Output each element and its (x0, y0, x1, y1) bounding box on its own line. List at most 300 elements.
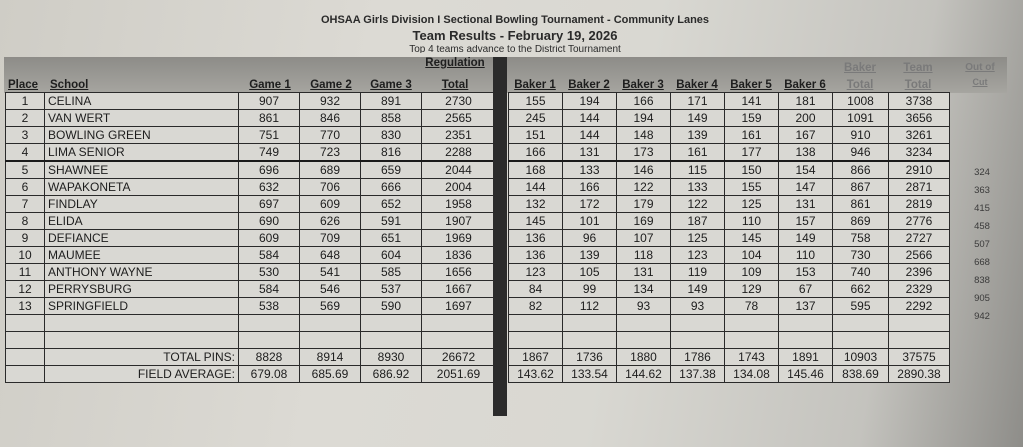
regulation-total-cell: 2004 (422, 179, 496, 196)
empty-cell (725, 315, 779, 332)
team-total-cell: 2819 (889, 196, 950, 213)
baker-cell: 149 (671, 110, 725, 127)
summary-cell: 8828 (239, 349, 300, 366)
table-row (6, 264, 496, 281)
baker-cell: 132 (509, 196, 563, 213)
school-cell: FINDLAY (45, 196, 239, 213)
table-row (509, 298, 950, 315)
baker-cell: 99 (563, 281, 617, 298)
place-cell: 13 (6, 298, 45, 315)
baker-cell: 200 (779, 110, 833, 127)
team-total-cell: 2329 (889, 281, 950, 298)
baker-cell: 150 (725, 161, 779, 179)
game-cell: 626 (300, 213, 361, 230)
place-cell: 2 (6, 110, 45, 127)
summary-cell: 1891 (779, 349, 833, 366)
place-cell: 3 (6, 127, 45, 144)
empty-cell (509, 332, 563, 349)
baker-total-cell: 740 (833, 264, 889, 281)
field-average-row (509, 366, 950, 383)
baker-cell: 245 (509, 110, 563, 127)
baker-cell: 161 (671, 144, 725, 162)
place-cell: 9 (6, 230, 45, 247)
team-total-cell: 2292 (889, 298, 950, 315)
out-of-cut-value: 838 (974, 275, 990, 286)
out-of-cut-value: 363 (974, 185, 990, 196)
summary-cell: 134.08 (725, 366, 779, 383)
team-total-cell: 2910 (889, 161, 950, 179)
summary-cell: 686.92 (361, 366, 422, 383)
field-average-label: FIELD AVERAGE: (45, 366, 239, 383)
game-cell: 604 (361, 247, 422, 264)
total-pins-label: TOTAL PINS: (45, 349, 239, 366)
baker-cell: 67 (779, 281, 833, 298)
game-cell: 584 (239, 281, 300, 298)
empty-cell (833, 332, 889, 349)
table-row (509, 247, 950, 264)
advance-note: Top 4 teams advance to the District Tournament (409, 45, 621, 53)
baker-cell: 137 (779, 298, 833, 315)
empty-cell (422, 315, 496, 332)
regulation-total-cell: 2351 (422, 127, 496, 144)
baker-cell: 131 (563, 144, 617, 162)
school-cell: DEFIANCE (45, 230, 239, 247)
game-cell: 609 (300, 196, 361, 213)
baker-cell: 173 (617, 144, 671, 162)
baker-cell: 179 (617, 196, 671, 213)
school-cell: LIMA SENIOR (45, 144, 239, 162)
baker-cell: 157 (779, 213, 833, 230)
table-row (509, 179, 950, 196)
game-cell: 591 (361, 213, 422, 230)
baker-cell: 105 (563, 264, 617, 281)
baker-cell: 118 (617, 247, 671, 264)
baker-cell: 96 (563, 230, 617, 247)
field-average-row (6, 366, 496, 383)
team-total-cell: 2727 (889, 230, 950, 247)
place-cell: 1 (6, 93, 45, 110)
place-cell: 12 (6, 281, 45, 298)
game-cell: 652 (361, 196, 422, 213)
game-cell: 907 (239, 93, 300, 110)
game-cell: 546 (300, 281, 361, 298)
team-total-cell: 3656 (889, 110, 950, 127)
document-title-block (290, 13, 740, 53)
baker-cell: 145 (509, 213, 563, 230)
header-team-total-top: Team (903, 62, 933, 74)
baker-cell: 133 (671, 179, 725, 196)
baker-cell: 155 (725, 179, 779, 196)
baker-cell: 122 (617, 179, 671, 196)
baker-cell: 166 (509, 144, 563, 162)
place-cell: 10 (6, 247, 45, 264)
game-cell: 651 (361, 230, 422, 247)
baker-cell: 144 (563, 127, 617, 144)
header-baker-total-top: Baker (844, 62, 876, 74)
game-cell: 666 (361, 179, 422, 196)
baker-total-cell: 730 (833, 247, 889, 264)
team-total-cell: 2566 (889, 247, 950, 264)
empty-cell (725, 332, 779, 349)
baker-cell: 136 (509, 230, 563, 247)
table-row (6, 247, 496, 264)
game-cell: 723 (300, 144, 361, 162)
results-date-title: Team Results - February 19, 2026 (412, 28, 618, 43)
empty-cell (45, 315, 239, 332)
out-of-cut-value: 415 (974, 203, 990, 214)
table-row (509, 230, 950, 247)
baker-cell: 109 (725, 264, 779, 281)
table-row (6, 144, 496, 162)
baker-cell: 110 (725, 213, 779, 230)
summary-cell: 685.69 (300, 366, 361, 383)
baker-cell: 151 (509, 127, 563, 144)
empty-cell (779, 332, 833, 349)
summary-cell: 133.54 (563, 366, 617, 383)
school-cell: VAN WERT (45, 110, 239, 127)
baker-total-cell: 662 (833, 281, 889, 298)
empty-cell (563, 315, 617, 332)
summary-cell: 1786 (671, 349, 725, 366)
baker-cell: 125 (725, 196, 779, 213)
game-cell: 541 (300, 264, 361, 281)
header-game-1: Game 1 (249, 79, 291, 91)
place-cell: 6 (6, 179, 45, 196)
out-of-cut-value: 668 (974, 257, 990, 268)
regulation-total-cell: 1656 (422, 264, 496, 281)
game-cell: 770 (300, 127, 361, 144)
tournament-title: OHSAA Girls Division I Sectional Bowling Tournament - Community Lanes (320, 14, 710, 26)
regulation-total-cell: 1836 (422, 247, 496, 264)
team-total-cell: 3234 (889, 144, 950, 162)
regulation-total-cell: 1667 (422, 281, 496, 298)
regulation-total-cell: 1958 (422, 196, 496, 213)
empty-cell (361, 315, 422, 332)
table-row (509, 144, 950, 162)
game-cell: 706 (300, 179, 361, 196)
table-row (6, 93, 496, 110)
baker-cell: 194 (617, 110, 671, 127)
school-cell: BOWLING GREEN (45, 127, 239, 144)
empty-cell (563, 332, 617, 349)
game-cell: 861 (239, 110, 300, 127)
baker-cell: 145 (725, 230, 779, 247)
out-of-cut-value: 507 (974, 239, 990, 250)
empty-cell (889, 332, 950, 349)
empty-cell (671, 315, 725, 332)
school-cell: ELIDA (45, 213, 239, 230)
table-row (509, 161, 950, 179)
regulation-total-cell: 2565 (422, 110, 496, 127)
baker-cell: 177 (725, 144, 779, 162)
header-regulation: Regulation (425, 57, 485, 69)
baker-cell: 155 (509, 93, 563, 110)
header-baker-4: Baker 4 (676, 79, 718, 91)
game-cell: 584 (239, 247, 300, 264)
game-cell: 585 (361, 264, 422, 281)
school-cell: MAUMEE (45, 247, 239, 264)
baker-cell: 166 (617, 93, 671, 110)
regulation-total-cell: 2288 (422, 144, 496, 162)
baker-total-cell: 867 (833, 179, 889, 196)
baker-cell: 138 (779, 144, 833, 162)
school-cell: SHAWNEE (45, 161, 239, 179)
baker-total-cell: 1008 (833, 93, 889, 110)
baker-cell: 171 (671, 93, 725, 110)
header-game-2: Game 2 (310, 79, 352, 91)
summary-cell: 145.46 (779, 366, 833, 383)
baker-cell: 123 (509, 264, 563, 281)
baker-cell: 149 (671, 281, 725, 298)
out-of-cut-value: 324 (974, 167, 990, 178)
empty-cell (889, 315, 950, 332)
summary-cell: 143.62 (509, 366, 563, 383)
table-row (6, 161, 496, 179)
summary-cell: 37575 (889, 349, 950, 366)
empty-row (6, 332, 496, 349)
baker-cell: 131 (779, 196, 833, 213)
table-row (6, 110, 496, 127)
table-row (6, 213, 496, 230)
game-cell: 569 (300, 298, 361, 315)
game-cell: 659 (361, 161, 422, 179)
baker-cell: 144 (563, 110, 617, 127)
game-cell: 891 (361, 93, 422, 110)
table-row (509, 213, 950, 230)
baker-total-cell: 946 (833, 144, 889, 162)
game-cell: 709 (300, 230, 361, 247)
summary-cell: 10903 (833, 349, 889, 366)
baker-cell: 166 (563, 179, 617, 196)
table-row (6, 179, 496, 196)
empty-cell (6, 349, 45, 366)
header-place: Place (8, 79, 39, 91)
baker-cell: 169 (617, 213, 671, 230)
header-baker-6: Baker 6 (784, 79, 826, 91)
baker-cell: 101 (563, 213, 617, 230)
summary-cell: 2890.38 (889, 366, 950, 383)
baker-cell: 161 (725, 127, 779, 144)
game-cell: 697 (239, 196, 300, 213)
header-baker-1: Baker 1 (514, 79, 556, 91)
baker-total-cell: 869 (833, 213, 889, 230)
empty-cell (422, 332, 496, 349)
baker-cell: 112 (563, 298, 617, 315)
empty-row (509, 315, 950, 332)
baker-cell: 154 (779, 161, 833, 179)
regulation-total-cell: 1969 (422, 230, 496, 247)
table-row (509, 264, 950, 281)
total-pins-row (509, 349, 950, 366)
baker-cell: 107 (617, 230, 671, 247)
baker-cell: 110 (779, 247, 833, 264)
school-cell: WAPAKONETA (45, 179, 239, 196)
baker-total-cell: 1091 (833, 110, 889, 127)
summary-cell: 2051.69 (422, 366, 496, 383)
baker-total-cell: 595 (833, 298, 889, 315)
summary-cell: 1867 (509, 349, 563, 366)
baker-cell: 181 (779, 93, 833, 110)
baker-cell: 172 (563, 196, 617, 213)
baker-cell: 149 (779, 230, 833, 247)
game-cell: 689 (300, 161, 361, 179)
school-cell: SPRINGFIELD (45, 298, 239, 315)
empty-row (6, 315, 496, 332)
place-cell: 11 (6, 264, 45, 281)
baker-cell: 159 (725, 110, 779, 127)
team-total-cell: 3261 (889, 127, 950, 144)
game-cell: 932 (300, 93, 361, 110)
game-cell: 632 (239, 179, 300, 196)
place-cell: 7 (6, 196, 45, 213)
column-divider (493, 57, 507, 416)
table-row (6, 298, 496, 315)
baker-cell: 123 (671, 247, 725, 264)
baker-table (508, 92, 950, 383)
summary-cell: 26672 (422, 349, 496, 366)
baker-cell: 119 (671, 264, 725, 281)
game-cell: 537 (361, 281, 422, 298)
baker-cell: 136 (509, 247, 563, 264)
table-row (509, 281, 950, 298)
empty-cell (6, 315, 45, 332)
game-cell: 538 (239, 298, 300, 315)
school-cell: ANTHONY WAYNE (45, 264, 239, 281)
empty-cell (671, 332, 725, 349)
regulation-total-cell: 2044 (422, 161, 496, 179)
empty-cell (6, 366, 45, 383)
baker-cell: 125 (671, 230, 725, 247)
baker-cell: 134 (617, 281, 671, 298)
empty-cell (509, 315, 563, 332)
game-cell: 530 (239, 264, 300, 281)
team-total-cell: 2776 (889, 213, 950, 230)
baker-cell: 93 (671, 298, 725, 315)
baker-cell: 167 (779, 127, 833, 144)
header-game-3: Game 3 (370, 79, 412, 91)
baker-cell: 84 (509, 281, 563, 298)
game-cell: 846 (300, 110, 361, 127)
header-school: School (50, 79, 89, 91)
table-row (6, 230, 496, 247)
team-total-cell: 2396 (889, 264, 950, 281)
header-baker-5: Baker 5 (730, 79, 772, 91)
game-cell: 749 (239, 144, 300, 162)
baker-cell: 147 (779, 179, 833, 196)
baker-cell: 153 (779, 264, 833, 281)
baker-total-cell: 861 (833, 196, 889, 213)
baker-cell: 93 (617, 298, 671, 315)
game-cell: 830 (361, 127, 422, 144)
game-cell: 590 (361, 298, 422, 315)
summary-cell: 1743 (725, 349, 779, 366)
baker-total-cell: 910 (833, 127, 889, 144)
out-of-cut-value: 942 (974, 311, 990, 322)
regulation-total-cell: 1907 (422, 213, 496, 230)
baker-cell: 122 (671, 196, 725, 213)
baker-cell: 78 (725, 298, 779, 315)
summary-cell: 8914 (300, 349, 361, 366)
empty-cell (617, 315, 671, 332)
game-cell: 648 (300, 247, 361, 264)
place-cell: 4 (6, 144, 45, 162)
summary-cell: 8930 (361, 349, 422, 366)
table-row (509, 196, 950, 213)
game-cell: 609 (239, 230, 300, 247)
empty-cell (239, 315, 300, 332)
summary-cell: 144.62 (617, 366, 671, 383)
team-total-cell: 2871 (889, 179, 950, 196)
empty-cell (300, 315, 361, 332)
baker-cell: 187 (671, 213, 725, 230)
baker-cell: 148 (617, 127, 671, 144)
game-cell: 751 (239, 127, 300, 144)
summary-cell: 1736 (563, 349, 617, 366)
baker-cell: 144 (509, 179, 563, 196)
baker-cell: 194 (563, 93, 617, 110)
regulation-total-cell: 2730 (422, 93, 496, 110)
empty-cell (833, 315, 889, 332)
team-total-cell: 3738 (889, 93, 950, 110)
baker-total-cell: 758 (833, 230, 889, 247)
summary-cell: 1880 (617, 349, 671, 366)
place-cell: 8 (6, 213, 45, 230)
header-out-of-cut-top: Out of (965, 62, 995, 73)
game-cell: 858 (361, 110, 422, 127)
game-cell: 696 (239, 161, 300, 179)
baker-cell: 115 (671, 161, 725, 179)
baker-total-cell: 866 (833, 161, 889, 179)
table-row (6, 127, 496, 144)
summary-cell: 679.08 (239, 366, 300, 383)
summary-cell: 137.38 (671, 366, 725, 383)
empty-row (509, 332, 950, 349)
table-row (509, 93, 950, 110)
regulation-total-cell: 1697 (422, 298, 496, 315)
baker-cell: 104 (725, 247, 779, 264)
baker-cell: 146 (617, 161, 671, 179)
table-row (6, 281, 496, 298)
table-row (509, 110, 950, 127)
baker-cell: 168 (509, 161, 563, 179)
empty-cell (361, 332, 422, 349)
school-cell: PERRYSBURG (45, 281, 239, 298)
out-of-cut-value: 905 (974, 293, 990, 304)
baker-cell: 82 (509, 298, 563, 315)
header-baker-2: Baker 2 (568, 79, 610, 91)
baker-cell: 129 (725, 281, 779, 298)
summary-cell: 838.69 (833, 366, 889, 383)
empty-cell (779, 315, 833, 332)
place-cell: 5 (6, 161, 45, 179)
game-cell: 816 (361, 144, 422, 162)
baker-cell: 139 (671, 127, 725, 144)
empty-cell (6, 332, 45, 349)
baker-cell: 133 (563, 161, 617, 179)
empty-cell (45, 332, 239, 349)
table-row (509, 127, 950, 144)
header-regulation-total: Total (441, 79, 469, 91)
out-of-cut-value: 458 (974, 221, 990, 232)
table-row (6, 196, 496, 213)
header-baker-3: Baker 3 (622, 79, 664, 91)
empty-cell (239, 332, 300, 349)
baker-cell: 131 (617, 264, 671, 281)
total-pins-row (6, 349, 496, 366)
empty-cell (300, 332, 361, 349)
baker-cell: 141 (725, 93, 779, 110)
header-baker-total: Total (846, 79, 874, 91)
